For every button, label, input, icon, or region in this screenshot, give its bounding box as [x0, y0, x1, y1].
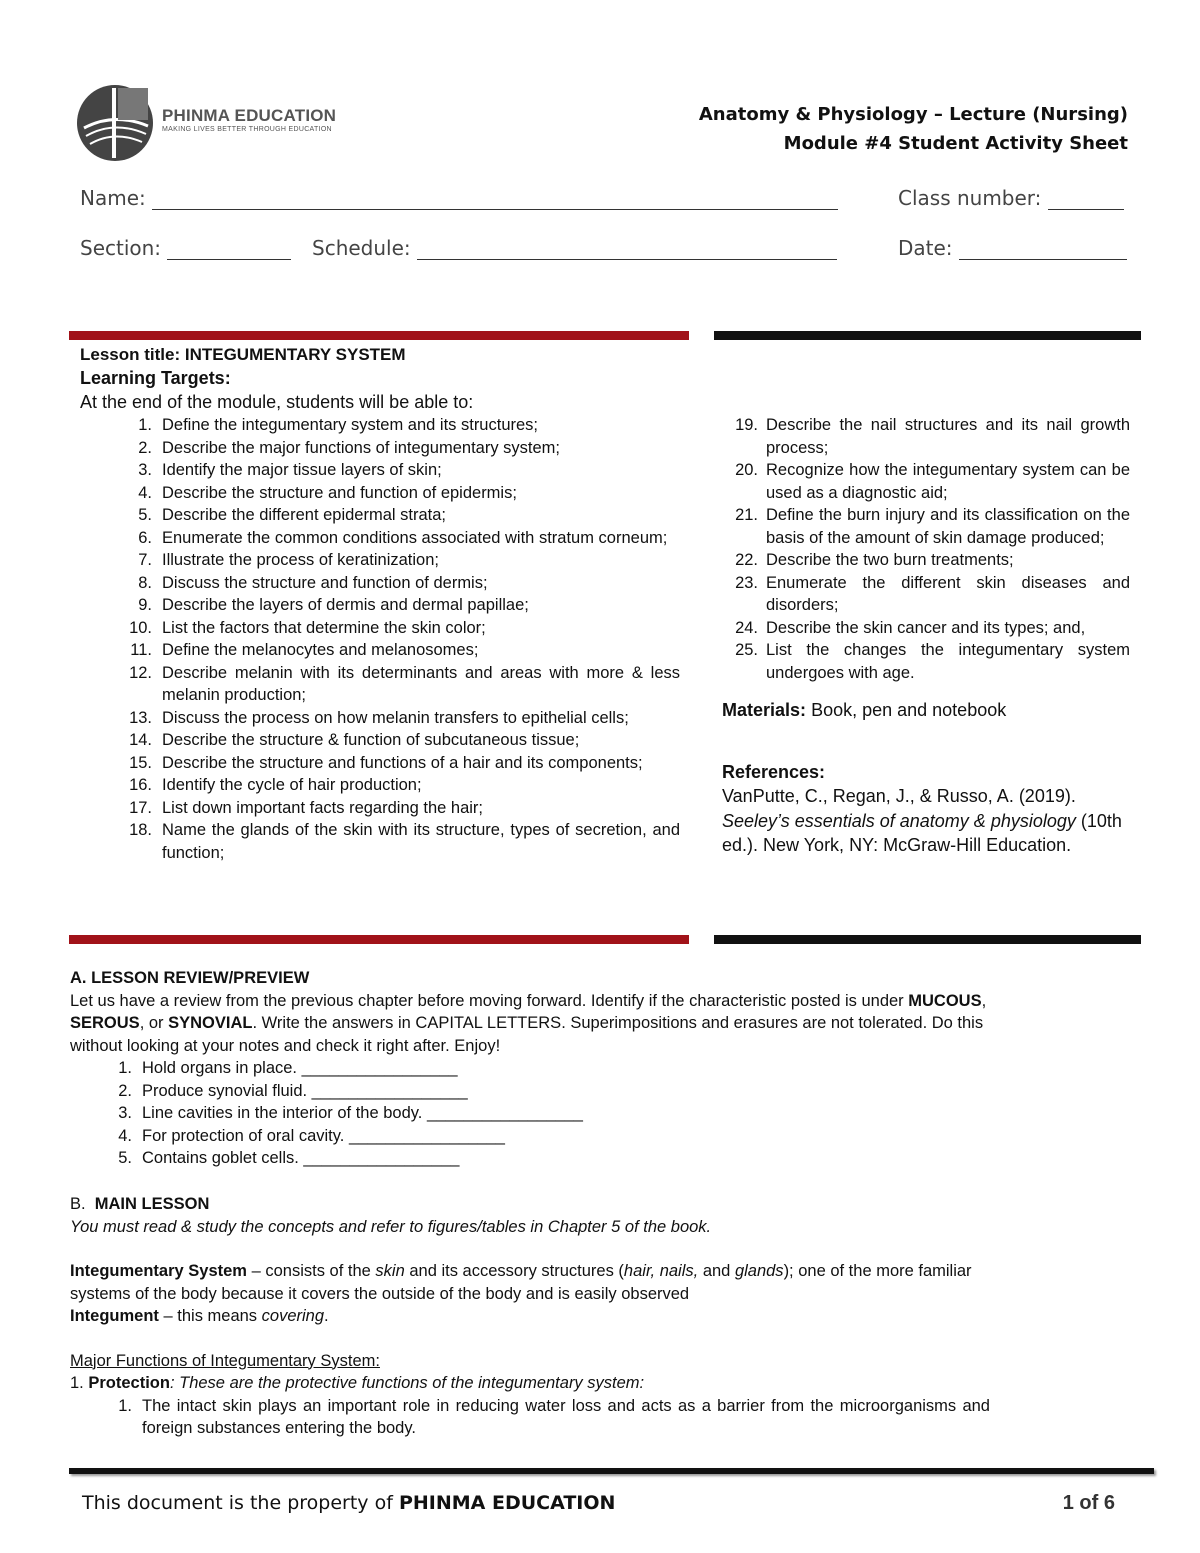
review-item-text: Hold organs in place. _________________ — [142, 1059, 458, 1077]
left-box-bottom-bar — [69, 935, 689, 944]
target-item-number: 23. — [735, 573, 758, 592]
section-a-paragraph: Let us have a review from the previous chapter before moving forward. Identify if the characteristic posted is under MUCOUS, SEROUS, or SYNOVIAL. Write the answers in CAPITAL LETTERS. Superimpositions and erasures are not tolerated. Do this without looking at your notes and check it right after. Enjoy! — [70, 991, 987, 1055]
target-item-number: 19. — [735, 416, 758, 434]
target-item — [80, 729, 680, 752]
target-item-number: 21. — [735, 506, 758, 524]
class-number-label: Class number: — [898, 186, 1042, 210]
review-item-number: 1. — [118, 1059, 132, 1077]
target-item-text: Describe the layers of dermis and dermal papillae; — [162, 596, 529, 614]
section-label: Section: — [80, 236, 162, 260]
target-item-number: 13. — [129, 708, 152, 727]
target-item-text: Define the melanocytes and melanosomes; — [162, 641, 479, 659]
target-item-text: Describe the structure & function of subcutaneous tissue; — [162, 731, 580, 749]
target-item-number: 12. — [129, 663, 152, 682]
protection-subitem — [70, 1395, 990, 1440]
target-item-number: 3. — [138, 461, 152, 479]
materials: Materials: Book, pen and notebook — [722, 700, 1007, 720]
course-title: Anatomy & Physiology – Lecture (Nursing) — [698, 104, 1128, 125]
target-item — [722, 504, 1130, 549]
targets-list-right — [722, 414, 1130, 684]
target-item-text: Discuss the process on how melanin transfers to epithelial cells; — [162, 708, 629, 727]
review-item-text: Contains goblet cells. _________________ — [142, 1149, 460, 1167]
target-item-text: List the factors that determine the skin color; — [162, 618, 486, 637]
target-item-number: 7. — [138, 551, 152, 569]
schedule-label: Schedule: — [312, 236, 411, 260]
target-item-number: 24. — [735, 618, 758, 637]
references-heading: References: — [722, 762, 826, 782]
target-item-number: 11. — [130, 641, 152, 659]
review-item — [70, 1102, 990, 1125]
target-item-text: Describe the structure and functions of a hair and its components; — [162, 753, 643, 772]
date-label: Date: — [898, 236, 953, 260]
schedule-blank[interactable] — [417, 239, 837, 260]
target-item-number: 25. — [735, 641, 758, 659]
section-field[interactable] — [80, 236, 291, 260]
target-item-text: Identify the cycle of hair production; — [162, 776, 422, 794]
target-item-text: Describe the nail structures and its nail growth process; — [766, 416, 1130, 457]
target-item-number: 16. — [129, 776, 152, 794]
target-item-number: 15. — [129, 753, 152, 772]
section-b-heading: B. MAIN LESSON — [70, 1195, 210, 1213]
target-item-number: 8. — [138, 573, 152, 592]
target-item — [80, 639, 680, 662]
protection-item: 1. Protection: These are the protective functions of the integumentary system: — [70, 1374, 645, 1392]
target-item-text: Recognize how the integumentary system can be used as a diagnostic aid; — [766, 461, 1130, 502]
review-item-text: Line cavities in the interior of the body. _________________ — [142, 1104, 583, 1122]
target-item-text: Describe melanin with its determinants and areas with more & less melanin production; — [162, 663, 680, 704]
target-item-number: 18. — [129, 821, 152, 839]
protection-subitem-number: 1. — [118, 1396, 132, 1415]
section-main-lesson — [70, 1193, 990, 1440]
target-item-number: 6. — [138, 528, 152, 547]
learning-targets-intro: At the end of the module, students will be able to: — [80, 392, 474, 412]
target-item-text: Enumerate the common conditions associated with stratum corneum; — [162, 528, 668, 547]
target-item-number: 14. — [129, 731, 152, 749]
target-item-text: Describe the major functions of integumentary system; — [162, 438, 561, 457]
logo-tagline: MAKING LIVES BETTER THROUGH EDUCATION — [162, 126, 332, 133]
target-item-text: List down important facts regarding the hair; — [162, 798, 484, 817]
date-blank[interactable] — [959, 239, 1127, 260]
schedule-field[interactable] — [312, 236, 837, 260]
target-item — [80, 797, 680, 820]
target-item — [722, 549, 1130, 572]
target-item-number: 2. — [138, 438, 152, 457]
review-item-text: For protection of oral cavity. _________________ — [142, 1126, 505, 1145]
target-item — [80, 662, 680, 707]
review-item — [70, 1147, 990, 1170]
target-item — [80, 459, 680, 482]
class-number-blank[interactable] — [1048, 189, 1124, 210]
target-item-number: 22. — [735, 551, 758, 569]
class-number-field[interactable] — [898, 186, 1124, 210]
target-item-number: 5. — [138, 506, 152, 524]
footer-text: This document is the property of PHINMA EDUCATION — [82, 1492, 616, 1514]
target-item-text: Discuss the structure and function of dermis; — [162, 573, 488, 592]
review-item-number: 5. — [118, 1149, 132, 1167]
target-item-text: Enumerate the different skin diseases and disorders; — [766, 573, 1130, 614]
review-item-number: 4. — [118, 1126, 132, 1145]
target-item — [80, 549, 680, 572]
definition-integumentary-system: Integumentary System – consists of the skin and its accessory structures (hair, nails, and glands); one of the more familiar systems of the body because it covers the outside of the body and is easily observed — [70, 1262, 972, 1303]
section-b-instruction: You must read & study the concepts and refer to figures/tables in Chapter 5 of the book. — [70, 1217, 712, 1236]
name-label: Name: — [80, 186, 146, 210]
target-item-number: 9. — [138, 596, 152, 614]
target-item — [722, 617, 1130, 640]
learning-targets-heading: Learning Targets: — [80, 368, 231, 388]
review-item — [70, 1057, 990, 1080]
target-item-text: List the changes the integumentary system undergoes with age. — [766, 641, 1130, 682]
review-item-number: 2. — [118, 1081, 132, 1100]
target-item — [80, 594, 680, 617]
target-item-number: 17. — [129, 798, 152, 817]
target-item-text: Describe the skin cancer and its types; and, — [766, 618, 1086, 637]
right-box-top-bar — [714, 331, 1141, 340]
review-items — [70, 1057, 990, 1170]
page-number: 1 of 6 — [1062, 1492, 1115, 1514]
phinma-logo — [74, 82, 344, 164]
target-item — [80, 504, 680, 527]
target-item — [722, 414, 1130, 459]
date-field[interactable] — [898, 236, 1127, 260]
reference-entry: VanPutte, C., Regan, J., & Russo, A. (2019). Seeley’s essentials of anatomy & physiology (10th ed.). New York, NY: McGraw-Hill Education. — [722, 786, 1122, 855]
target-item — [80, 819, 680, 864]
target-item — [80, 437, 680, 460]
protection-subitem-text: The intact skin plays an important role in reducing water loss and acts as a barrier from the microorganisms and foreign substances entering the body. — [142, 1396, 990, 1437]
review-item — [70, 1080, 990, 1103]
target-item-text: Define the burn injury and its classification on the basis of the amount of skin damage produced; — [766, 506, 1130, 547]
left-box-top-bar — [69, 331, 689, 340]
target-item — [722, 639, 1130, 684]
target-item — [80, 774, 680, 797]
name-blank[interactable] — [152, 189, 838, 210]
review-item — [70, 1125, 990, 1148]
functions-heading: Major Functions of Integumentary System: — [70, 1351, 380, 1370]
target-item — [80, 572, 680, 595]
name-field[interactable] — [80, 186, 838, 210]
target-item-text: Describe the structure and function of epidermis; — [162, 483, 517, 502]
module-title: Module #4 Student Activity Sheet — [783, 133, 1128, 154]
target-item — [80, 617, 680, 640]
definition-integument: Integument – this means covering. — [70, 1307, 329, 1325]
target-item — [80, 527, 680, 550]
target-item-text: Name the glands of the skin with its structure, types of secretion, and function; — [162, 821, 680, 862]
logo-name: PHINMA EDUCATION — [162, 106, 337, 125]
section-blank[interactable] — [167, 239, 291, 260]
footer-rule — [69, 1468, 1154, 1474]
targets-list-left — [80, 414, 680, 864]
right-box-bottom-bar — [714, 935, 1141, 944]
section-lesson-review — [70, 967, 990, 1170]
lesson-title: Lesson title: INTEGUMENTARY SYSTEM — [80, 345, 406, 364]
target-item-number: 1. — [138, 416, 152, 434]
target-item — [80, 414, 680, 437]
target-item — [80, 752, 680, 775]
review-item-number: 3. — [118, 1104, 132, 1122]
section-a-heading: A. LESSON REVIEW/PREVIEW — [70, 969, 310, 987]
protection-list — [70, 1395, 990, 1440]
target-item — [80, 707, 680, 730]
learning-targets-right — [722, 414, 1130, 858]
review-item-text: Produce synovial fluid. _________________ — [142, 1081, 468, 1100]
target-item — [80, 482, 680, 505]
logo-mark-icon — [74, 82, 156, 164]
target-item-text: Define the integumentary system and its structures; — [162, 416, 539, 434]
target-item-number: 10. — [129, 618, 152, 637]
learning-targets-left — [80, 344, 680, 864]
target-item-number: 4. — [138, 483, 152, 502]
target-item-number: 20. — [735, 461, 758, 479]
target-item-text: Describe the different epidermal strata; — [162, 506, 447, 524]
target-item-text: Identify the major tissue layers of skin; — [162, 461, 442, 479]
target-item-text: Illustrate the process of keratinization; — [162, 551, 439, 569]
target-item — [722, 572, 1130, 617]
target-item-text: Describe the two burn treatments; — [766, 551, 1014, 569]
target-item — [722, 459, 1130, 504]
